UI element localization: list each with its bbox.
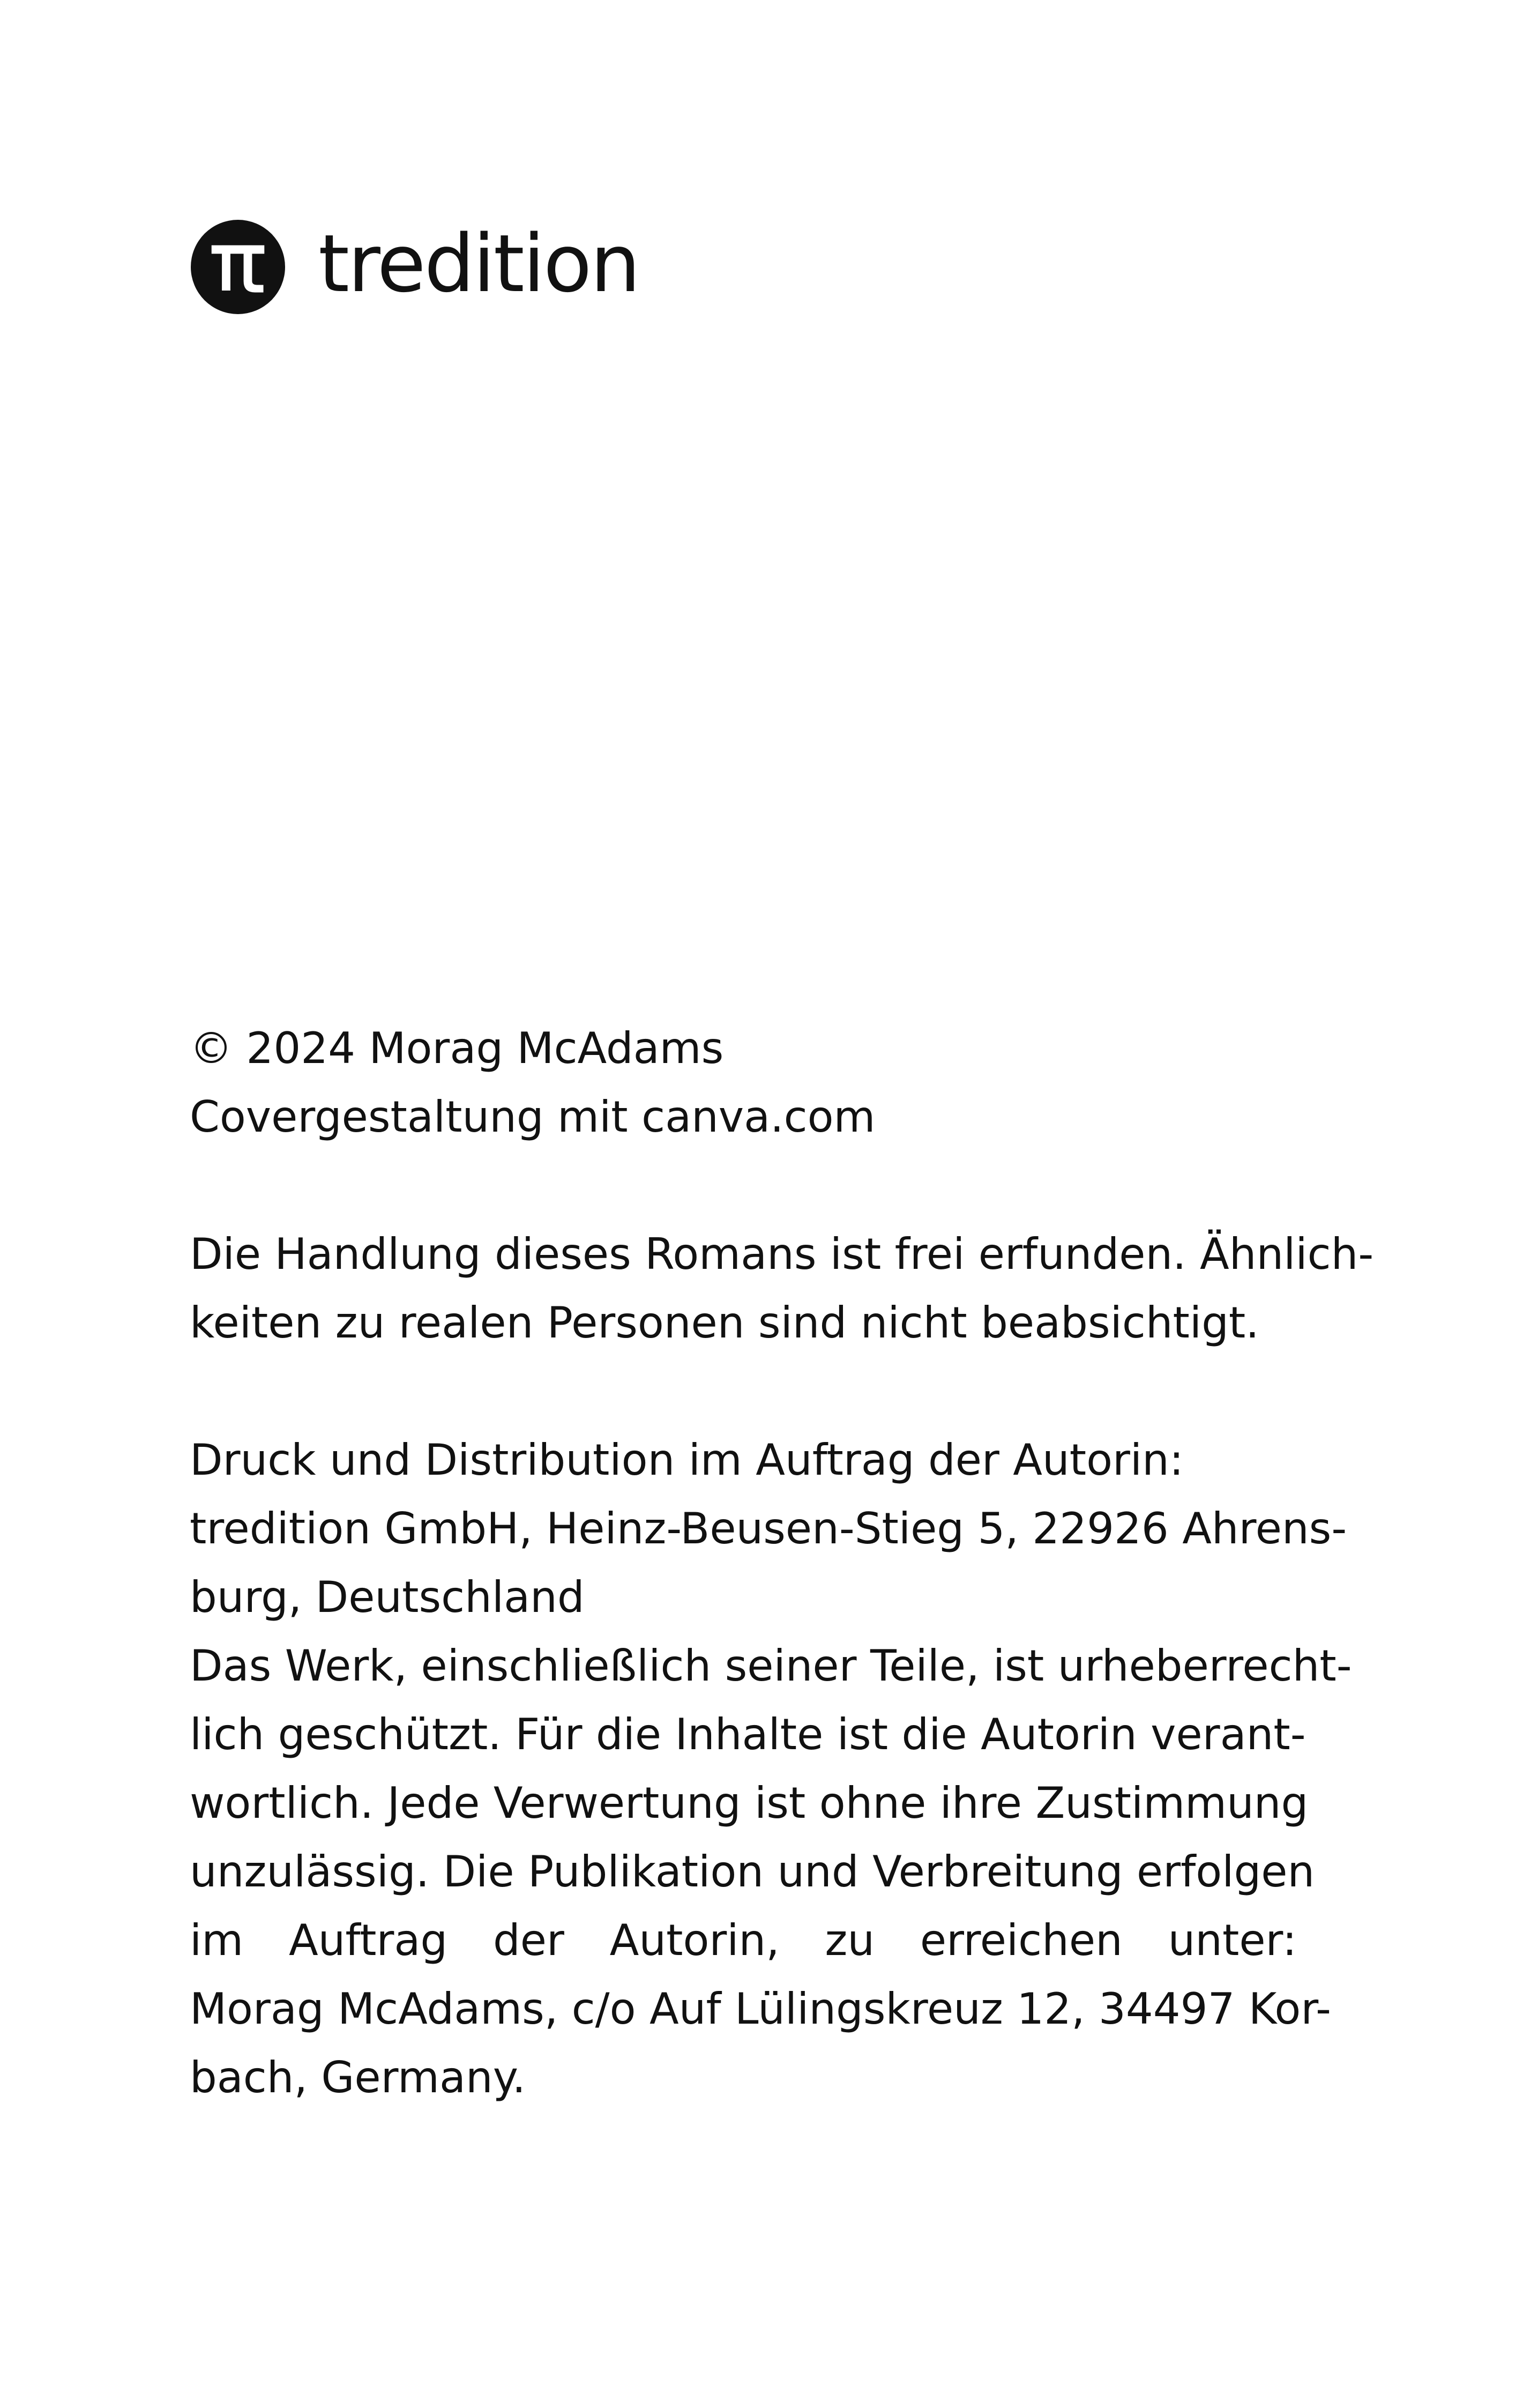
imprint-line: Morag McAdams, c/o Auf Lülingskreuz 12, 34497 Kor- xyxy=(190,1984,1331,2034)
imprint-page xyxy=(190,1014,1374,2112)
imprint-line: unzulässig. Die Publikation und Verbreitung erfolgen xyxy=(190,1847,1315,1897)
imprint-line: burg, Deutschland xyxy=(190,1572,585,1622)
tredition-logo-icon xyxy=(191,220,285,314)
disclaimer-line: Die Handlung dieses Romans ist frei erfunden. Ähnlich- xyxy=(190,1229,1374,1279)
imprint-line: bach, Germany. xyxy=(190,2053,526,2102)
publisher-logo xyxy=(191,220,639,314)
imprint-block xyxy=(190,1426,1352,2112)
copyright-block xyxy=(190,1014,1297,1151)
imprint-line: Das Werk, einschließlich seiner Teile, ist urheberrecht- xyxy=(190,1641,1352,1691)
disclaimer-block xyxy=(190,1220,1374,1357)
imprint-line: Druck und Distribution im Auftrag der Autorin: xyxy=(190,1435,1184,1485)
imprint-line: im Auftrag der Autorin, zu erreichen unter: xyxy=(190,1915,1297,1965)
logo-wordmark: tredition xyxy=(318,218,639,310)
imprint-line: tredition GmbH, Heinz-Beusen-Stieg 5, 22926 Ahrens- xyxy=(190,1504,1347,1554)
imprint-line: lich geschützt. Für die Inhalte ist die Autorin verant- xyxy=(190,1710,1306,1759)
cover-credit: Covergestaltung mit canva.com xyxy=(190,1092,876,1142)
imprint-line: wortlich. Jede Verwertung ist ohne ihre Zustimmung xyxy=(190,1778,1309,1828)
disclaimer-line: keiten zu realen Personen sind nicht beabsichtigt. xyxy=(190,1298,1259,1348)
copyright-line: © 2024 Morag McAdams xyxy=(190,1023,724,1073)
